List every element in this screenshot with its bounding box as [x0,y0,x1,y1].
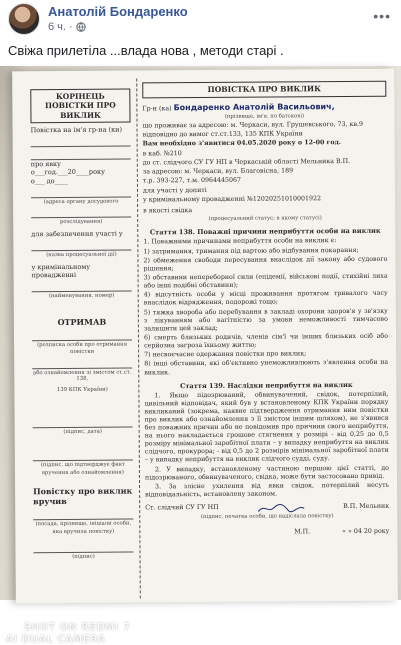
article-line: 8) інші обставини, які об'єктивно унеможливлюють з'явлення особи на виклик. [144,359,389,376]
post-photo[interactable] [0,66,401,645]
label: в якості [143,207,170,215]
stub-caption: розслідування) [59,218,103,226]
stub-line: про явку [30,160,61,169]
stub-caption: (підпис, дата) [63,429,102,436]
officer: до ст. слідчого СУ ГУ НП в Черкаській області Мельника В.П. [142,157,351,167]
post-text: Свіжа прилетіла ...влада нова , методи старі . [8,43,284,58]
signer-title: Ст. слідчий СУ ГУ НП [145,503,219,512]
article-line: 2) обмеження свободи пересування внаслідок дії закону або судового рішення; [143,255,388,273]
stub-caption: (назва процесуальної дії) [46,251,117,259]
stub-caption: (найменування, номер) [48,292,115,299]
article-line: 2. У випадку, встановленому частиною першою цієї статті, до підозрюваного, обвинуваченого, свідка, може бути застосовано привід. [144,464,389,482]
stub-caption: вручення або ознайомлення) [41,469,124,476]
date-row [145,527,389,537]
label: що проживає за адресою: [142,121,229,130]
recipient-address: м. Черкаси, вул. Грушевського, 73, кв.9 [230,120,364,129]
article-line: 6) смерть близьких родичів, членів сім'ї чи інших близьких осіб або серйозна загроза їхньому життю; [143,332,389,350]
article-139-title: Стаття 139. Наслідки неприбуття на виклик [180,380,353,390]
label: для участі у [142,186,184,195]
room: в каб. №210 [142,149,182,158]
stub-line: о___ до____ [30,176,68,185]
article-line: 3. За злісне ухилення від явки свідок, потерпілий несуть відповідальність, встановлену законом. [145,481,390,499]
stub-line: о___год.___20____року [30,168,105,177]
stub-line: у кримінальному провадженні [31,262,91,279]
globe-icon [76,22,86,32]
stub-line: Повістка на ім'я гр-на (ки) [30,125,123,135]
watermark-line-2: AI DUAL CAMERA [6,634,106,645]
caption: (підпис, печатка особи, що надіслала повістку) [200,513,334,521]
legal-basis: відповідно до вимог ст.ст.133, 135 КПК України [142,130,303,139]
article-line: 3) обставини непереборної сили (епідемії, військові події, стихійні лиха або інші подібні обставини); [143,272,388,290]
article-139-body [144,391,389,500]
stub-delivered: Повістку про виклик вручив [33,485,133,507]
office-address: м. Черкаси, вул. Благовісна, 189 [184,167,294,176]
watermark-line-1: SHOT ON REDMI 7 [24,622,131,633]
post-time[interactable]: 6 ч. [48,21,66,33]
label: за адресою: [142,168,183,176]
stub-caption: (підпис, що підтверджує факт [40,461,125,469]
author-name[interactable]: Анатолій Бондаренко [48,4,188,19]
post-header [0,0,401,38]
author-avatar[interactable] [8,3,40,35]
main-title: ПОВІСТКА ПРО ВИКЛИК [142,81,386,98]
article-line: 4) відсутність особи у місці проживання протягом тривалого часу внаслідок відрядження, подорожі тощо; [143,290,388,307]
stub-caption: (посада, прізвище, ініціали особи, [35,520,132,528]
stub-caption: або ознайомлення зі змістом ст.ст. 138, [33,369,132,383]
stub-caption: (розписка особи про отримання повістки [37,341,128,355]
stub-received: ОТРИМАВ [57,317,107,328]
caption: (прізвище, ім'я, по батькові) [224,113,305,120]
issue-date: « » 04 20 року [342,527,390,535]
more-options-icon[interactable]: ••• [373,8,391,24]
stub-caption: (адреса органу досудового [43,198,119,205]
stamp-label: М.П. [294,528,311,536]
phone: т.р. 393-227, т.м. 0964445067 [142,177,242,185]
stub-title: КОРІНЕЦЬ ПОВІСТКИ ПРО ВИКЛИК [30,89,130,124]
camera-watermark [6,622,131,645]
article-line: 7) несвоєчасне одержання повістки про виклик; [144,350,307,359]
stub-caption: (підпис) [72,553,95,560]
signer-name: В.П. Мельник [343,502,390,511]
case-number: №12020251010001922 [246,195,322,203]
post-meta: 6 ч. · [48,21,86,33]
stub-caption: яка вручила повістку) [52,528,115,535]
stub-caption: 139 КПК України) [56,386,108,393]
label: Гр-н (ка) [142,104,172,113]
camera-dots-icon [6,625,20,631]
recipient-name: Бондаренко Анатолій Васильович, [173,101,335,112]
tear-line [136,78,141,598]
article-138-body [143,237,388,377]
article-138-title: Стаття 138. Поважні причини неприбуття особи на виклик [149,226,381,237]
stub-line: для забезпечення участі у [31,229,123,239]
label: Вам необхідно з'явитися [142,140,235,148]
summons-stub [30,89,133,561]
role: свідка [171,206,193,215]
caption: (процесуальний статус; в якому статусі) [208,215,322,223]
participation: допиті [185,186,207,194]
label: у кримінальному провадженні [143,195,245,204]
summons-document [12,69,398,604]
article-line: 1) затримання, тримання під вартою або відбування покарання; [143,246,359,255]
article-line: 1. Поважними причинами неприбуття особи на виклик є: [143,237,337,246]
summons-main [142,81,389,538]
article-line: 5) тяжка хвороба або перебування в закладі охорони здоров'я у зв'язку з лікуванням або вагітністю за умови неможливості тимчасово залишити цей заклад; [143,307,388,333]
signature-scribble [256,503,306,513]
article-line: 1. Якщо підозрюваний, обвинувачений, свідок, потерпілий, цивільний відповідач, який був у встановленому КПК України порядку викликаний (зокрема, наявне підтвердження отримання ним повістки про виклик або ознайомлення з її змістом іншим шляхом), не з'явився без поважних причин або не повідомив про причини свого неприбуття, на нього накладається грошове стягнення у розмірі - від 0,25 до 0,5 розміру мінімальної заробітної плати – у випадку неприбуття на виклик слідчого, прокурора; - від 0,5 до 2 розмірів мінімальної заробітної плати – у випадку неприбуття на виклик слідчого судді, суду. [144,390,389,464]
summon-date: 04.05.2020 року о 12-00 год. [236,139,342,148]
